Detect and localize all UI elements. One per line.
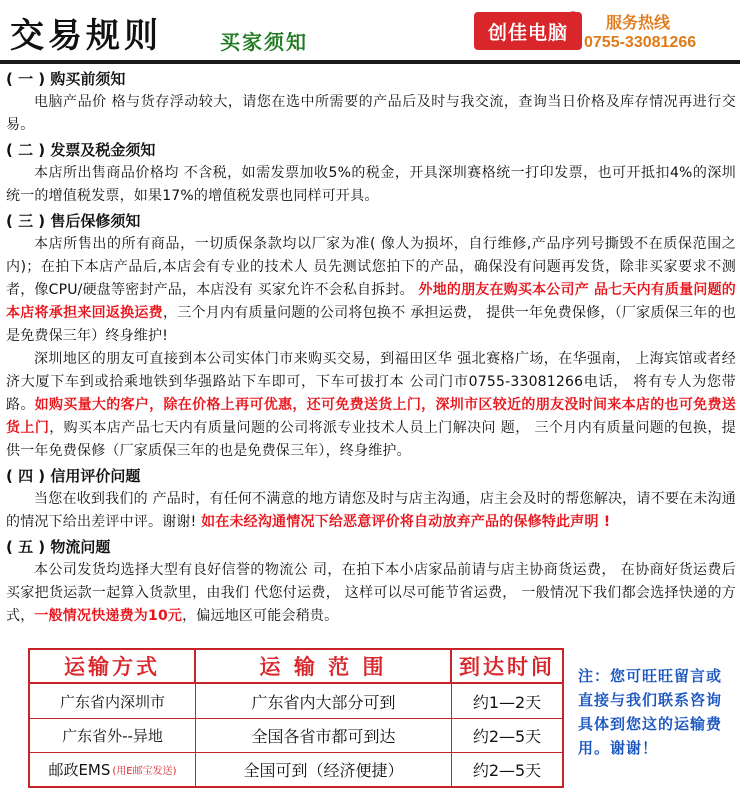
- shipping-table-header: [30, 650, 562, 684]
- shipping-table: [28, 648, 564, 788]
- section-title: ( 四 ) 信用评价问题: [6, 467, 141, 485]
- rules-content: [6, 66, 736, 628]
- header-range: 运 输 范 围: [196, 650, 452, 682]
- paragraph-text: 本店所售出的所有商品，一切质保条款均以厂家为准( 像人为损坏，自行维修,产品序列号撕毁不在质保范围之内)；在拍下本店产品后,本店会有专业的技术人 员先测试您拍下的产品，确保没有问题再发货，除非买家要求不测者，像CPU/硬盘等密封产品，本店没有 买家允许不会私自拆封。: [6, 236, 736, 298]
- section-paragraph: [6, 233, 736, 348]
- section-title: ( 三 ) 售后保修须知: [6, 212, 141, 230]
- shipping-method: 广东省内深圳市: [30, 684, 196, 718]
- shipping-method-cell: [30, 753, 196, 786]
- shipping-time: 约2—5天: [472, 727, 542, 746]
- section-paragraph: [6, 488, 736, 534]
- shipping-method: 广东省外--异地: [30, 719, 196, 752]
- table-row: [30, 684, 562, 719]
- highlight-text: 如购买量大的客户，除在价格上再可优惠，还可免费送货上门，深圳市区较近的朋友没时间来本店的也可免费送货上门: [6, 397, 737, 436]
- paragraph-text: 深圳地区的朋友可直接到本公司实体门市来购买交易，到福田区华 强北赛格广场，在华强南， 上海宾馆或者经济大厦下车到或拾乘地铁到华强路站下车即可，下车可拔打本 公司门市0755-33081266电话， 将有专人为您带路。: [6, 351, 736, 413]
- section-paragraph: [6, 559, 736, 628]
- section-paragraph: [6, 91, 736, 137]
- section-title: ( 二 ) 发票及税金须知: [6, 141, 156, 159]
- table-row: [30, 719, 562, 753]
- registered-mark: ®: [568, 10, 578, 21]
- page-title: 交易规则: [10, 16, 162, 56]
- hotline-number: 0755-33081266: [584, 34, 697, 51]
- shipping-range: 广东省内大部分可到: [196, 684, 452, 718]
- highlight-text: 外地的朋友在购买本公司产 品七天内有质量问题的本店将承担来回返换运费: [6, 282, 736, 321]
- section-title: ( 五 ) 物流问题: [6, 538, 111, 556]
- highlight-text: 一般情况快递费为10元: [34, 608, 183, 624]
- paragraph-text: 本公司发货均选择大型有良好信誉的物流公 司，在拍下本小店家品前请与店主协商货运费， 在协商好货运费后买家把货运款一起算入货款里，由我们 代您付运费， 这样可以尽可能节省运费， 一般情况下我们都会选择快递的方式，: [6, 562, 736, 624]
- shipping-time: 约1—2天: [472, 692, 542, 712]
- page-header: [0, 0, 740, 66]
- header-divider: [0, 60, 740, 64]
- section-title: ( 一 ) 购买前须知: [6, 70, 126, 88]
- highlight-text: 如在未经沟通情况下给恶意评价将自动放弃产品的保修特此声明 !: [201, 514, 611, 530]
- shipping-time: 约2—5天: [472, 761, 542, 780]
- table-row: [30, 753, 562, 786]
- header-time: 到达时间: [459, 655, 555, 679]
- paragraph-text: 本店所出售商品价格均 不含税，如需发票加收5%的税金，开具深圳赛格统一打印发票，也可开抵扣4%的深圳统一的增值税发票，如果17%的增值税发票也同样可开具。: [6, 165, 736, 204]
- brand-logo: 创佳电脑: [474, 12, 582, 50]
- section-paragraph: [6, 348, 736, 463]
- page-subtitle: 买家须知: [220, 30, 308, 54]
- section-paragraph: [6, 162, 736, 208]
- shipping-method-note: (用E邮宝发送): [112, 766, 177, 777]
- paragraph-text: 电脑产品价 格与货存浮动较大，请您在选中所需要的产品后及时与我交流，查询当日价格及库存情况再进行交易。: [6, 94, 736, 133]
- hotline-label: 服务热线: [606, 13, 671, 32]
- paragraph-text: 当您在收到我们的 产品时，有任何不满意的地方请您及时与店主沟通，店主会及时的帮您解决，请不要在未沟通的情况下给出差评中评。谢谢!: [6, 491, 736, 530]
- paragraph-text: ，三个月内有质量问题的公司将包换不 承担运费， 提供一年免费保修，（厂家质保三年的也是免费保三年）终身维护!: [6, 305, 736, 344]
- header-method: 运输方式: [30, 650, 196, 682]
- shipping-note: 注：您可旺旺留言或直接与我们联系咨询具体到您这的运输费用。谢谢！: [578, 667, 723, 757]
- shipping-range: 全国可到（经济便捷）: [196, 753, 452, 786]
- shipping-method: 邮政EMS: [48, 761, 111, 779]
- paragraph-text: ，购买本店产品七天内有质量问题的公司将派专业技术人员上门解决问 题， 三个月内有质量问题的包换，提供一年免费保修（厂家质保三年的也是免费保三年），终身维护。: [6, 420, 736, 459]
- paragraph-text: ，偏远地区可能会稍贵。: [182, 608, 339, 624]
- shipping-range: 全国各省市都可到达: [196, 719, 452, 752]
